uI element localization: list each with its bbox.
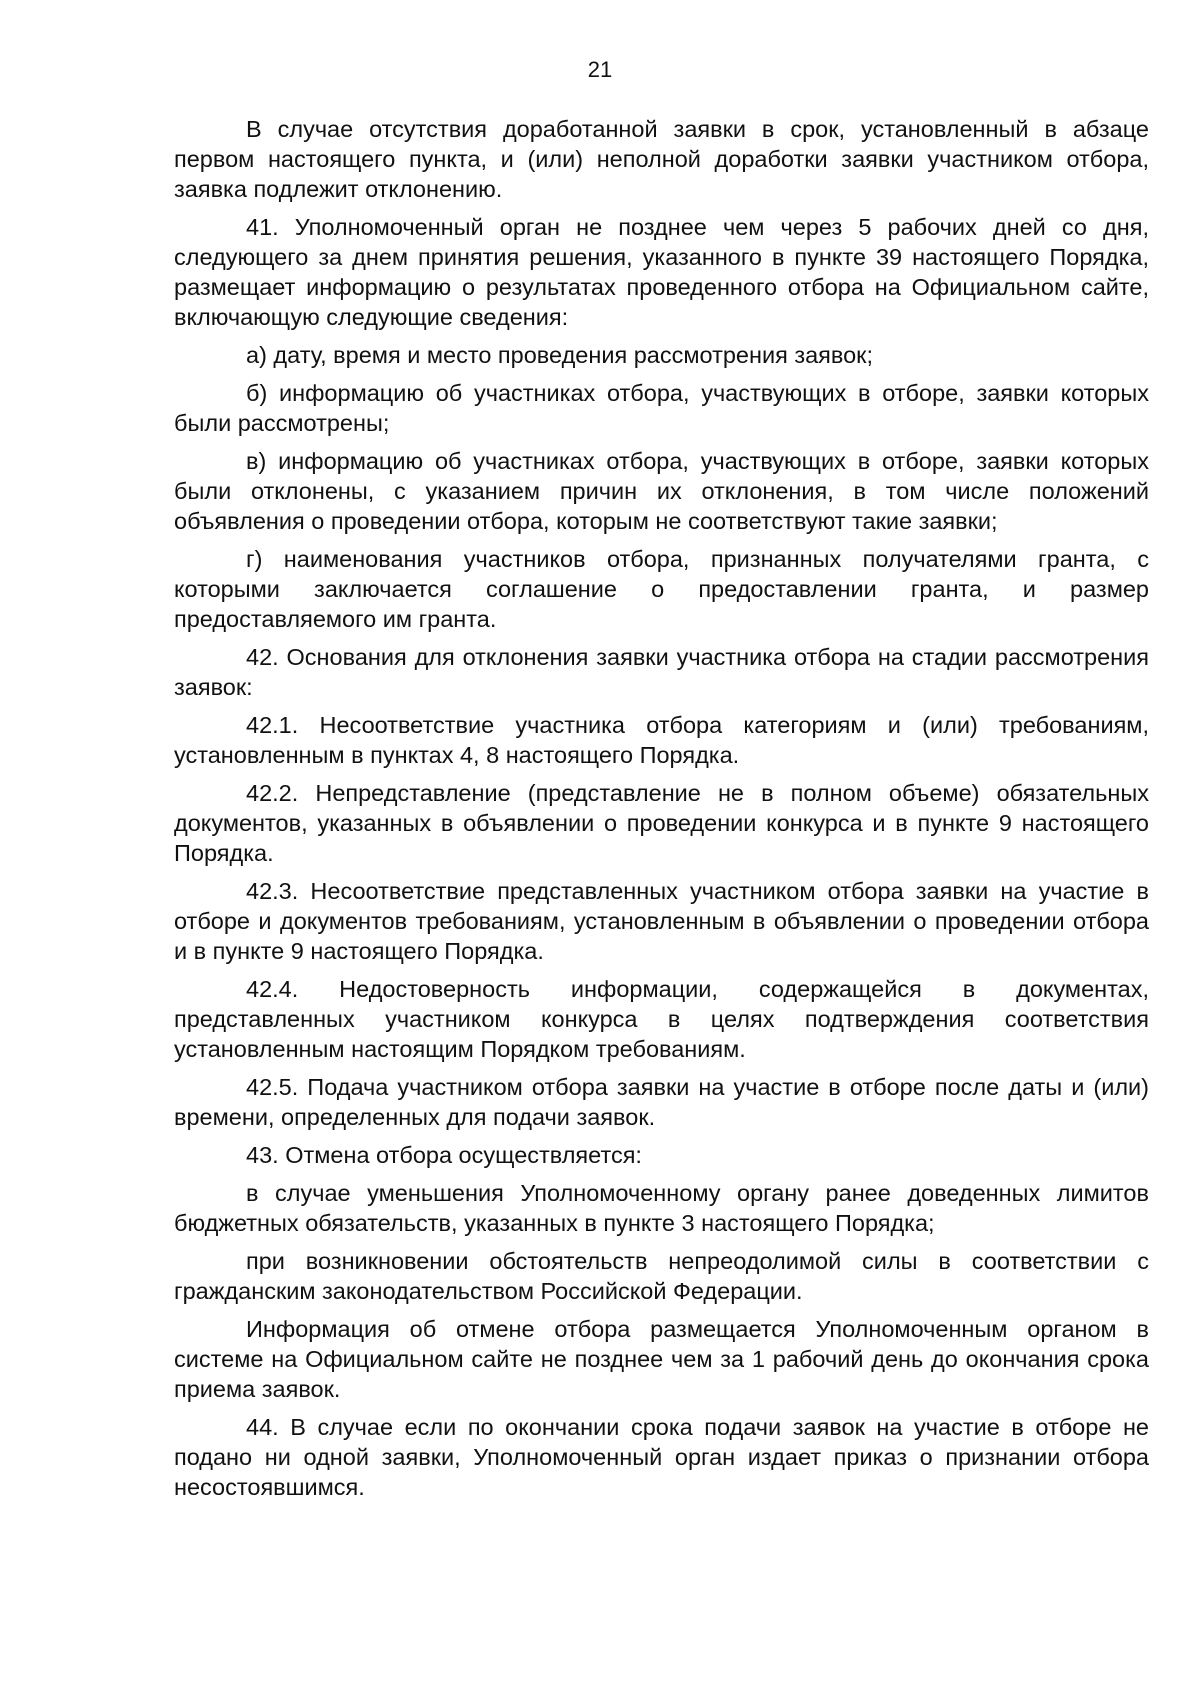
page-number: 21 xyxy=(587,57,613,82)
paragraph-incomplete-application: В случае отсутствия доработанной заявки в срок, установленный в абзаце первом настоящего пункта, и (или) неполной доработки заявки участником отбора, заявка подлежит отклонению. xyxy=(174,116,1149,202)
paragraph-41-g: г) наименования участников отбора, признанных получателями гранта, с которыми заключается соглашение о предоставлении гранта, и размер предоставляемого им гранта. xyxy=(174,546,1149,632)
paragraph-43-force-majeure: при возникновении обстоятельств непреодолимой силы в соответствии с гражданским законодательством Российской Федерации. xyxy=(174,1248,1149,1304)
paragraph-42: 42. Основания для отклонения заявки участника отбора на стадии рассмотрения заявок: xyxy=(174,644,1149,700)
paragraph-42-1: 42.1. Несоответствие участника отбора категориям и (или) требованиям, установленным в пунктах 4, 8 настоящего Порядка. xyxy=(174,712,1149,768)
paragraph-41-a: а) дату, время и место проведения рассмотрения заявок; xyxy=(246,342,873,368)
paragraph-43-limits: в случае уменьшения Уполномоченному органу ранее доведенных лимитов бюджетных обязательств, указанных в пункте 3 настоящего Порядка; xyxy=(174,1180,1149,1236)
paragraph-42-5: 42.5. Подача участником отбора заявки на участие в отборе после даты и (или) времени, определенных для подачи заявок. xyxy=(174,1074,1149,1130)
paragraph-42-3: 42.3. Несоответствие представленных участником отбора заявки на участие в отборе и документов требованиям, установленным в объявлении о проведении отбора и в пункте 9 настоящего Порядка. xyxy=(174,878,1149,964)
paragraph-43: 43. Отмена отбора осуществляется: xyxy=(246,1142,642,1168)
paragraph-41: 41. Уполномоченный орган не позднее чем через 5 рабочих дней со дня, следующего за днем принятия решения, указанного в пункте 39 настоящего Порядка, размещает информацию о результатах проведенного отбора на Официальном сайте, включающую следующие сведения: xyxy=(174,214,1149,330)
document-body xyxy=(174,114,1149,1510)
paragraph-41-b: б) информацию об участниках отбора, участвующих в отборе, заявки которых были рассмотрены; xyxy=(174,380,1149,436)
paragraph-43-notice: Информация об отмене отбора размещается Уполномоченным органом в системе на Официальном сайте не позднее чем за 1 рабочий день до окончания срока приема заявок. xyxy=(174,1316,1149,1402)
paragraph-41-v: в) информацию об участниках отбора, участвующих в отборе, заявки которых были отклонены, с указанием причин их отклонения, в том числе положений объявления о проведении отбора, которым не соответствуют такие заявки; xyxy=(174,448,1149,534)
paragraph-42-4: 42.4. Недостоверность информации, содержащейся в документах, представленных участником конкурса в целях подтверждения соответствия установленным настоящим Порядком требованиям. xyxy=(174,976,1149,1062)
paragraph-44: 44. В случае если по окончании срока подачи заявок на участие в отборе не подано ни одной заявки, Уполномоченный орган издает приказ о признании отбора несостоявшимся. xyxy=(174,1414,1149,1500)
paragraph-42-2: 42.2. Непредставление (представление не в полном объеме) обязательных документов, указанных в объявлении о проведении конкурса и в пункте 9 настоящего Порядка. xyxy=(174,780,1149,866)
